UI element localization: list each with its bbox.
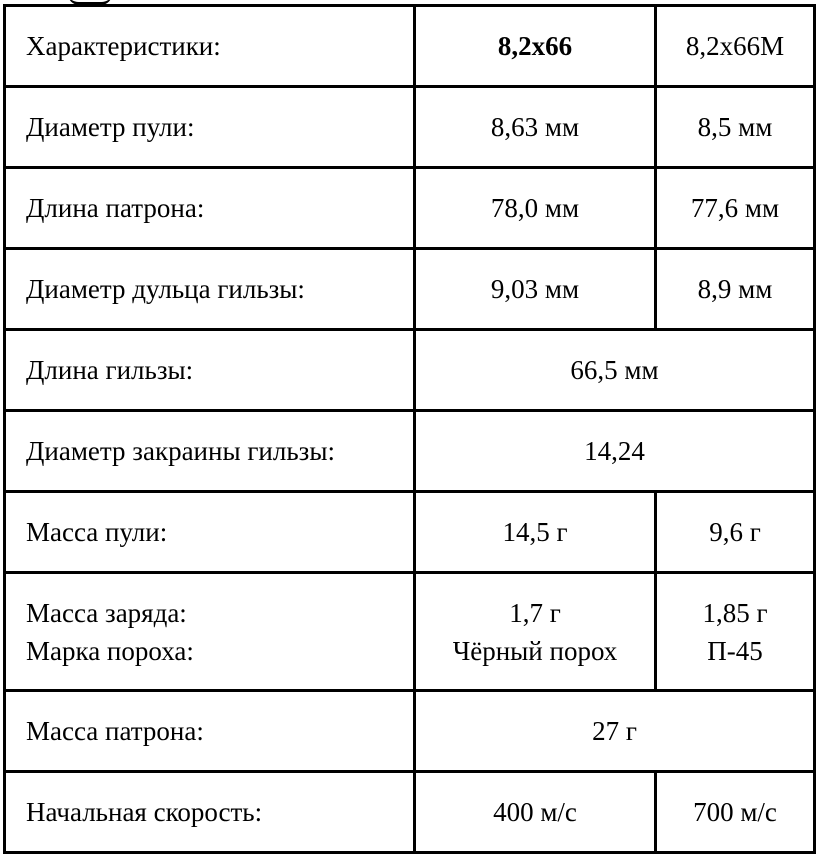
row-label: Длина гильзы: [5,330,415,411]
value-line: П-45 [707,635,763,666]
table-row [5,249,815,330]
row-value-col2: 8,5 мм [656,87,815,168]
header-col-8-2x66m: 8,2x66M [656,6,815,87]
header-col-8-2x66: 8,2x66 [415,6,656,87]
row-value-col2: 77,6 мм [656,168,815,249]
table-row [5,691,815,772]
header-row [5,6,815,87]
row-label: Диаметр дульца гильзы: [5,249,415,330]
row-label: Масса пули: [5,492,415,573]
table-row [5,492,815,573]
row-value-col2: 9,6 г [656,492,815,573]
row-label: Длина патрона: [5,168,415,249]
specs-table [3,4,816,854]
table-row [5,573,815,691]
header-label: Характеристики: [5,6,415,87]
row-value-col2: 700 м/с [656,772,815,853]
value-line: Чёрный порох [452,635,618,666]
row-value-shared: 14,24 [415,411,815,492]
row-value-col1: 14,5 г [415,492,656,573]
row-value-shared: 27 г [415,691,815,772]
table-row [5,330,815,411]
row-value-col1 [415,573,656,691]
row-label: Диаметр пули: [5,87,415,168]
label-line: Марка пороха: [26,635,194,666]
row-value-col1: 9,03 мм [415,249,656,330]
row-label: Диаметр закраины гильзы: [5,411,415,492]
value-line: 1,85 г [702,597,768,628]
table-row [5,168,815,249]
row-label [5,573,415,691]
row-value-col1: 400 м/с [415,772,656,853]
row-value-col2: 8,9 мм [656,249,815,330]
row-label: Начальная скорость: [5,772,415,853]
table-row [5,772,815,853]
row-value-col2 [656,573,815,691]
value-line: 1,7 г [509,597,561,628]
row-value-shared: 66,5 мм [415,330,815,411]
row-value-col1: 78,0 мм [415,168,656,249]
label-line: Масса заряда: [26,597,187,628]
row-label: Масса патрона: [5,691,415,772]
table-row [5,87,815,168]
row-value-col1: 8,63 мм [415,87,656,168]
table-row [5,411,815,492]
